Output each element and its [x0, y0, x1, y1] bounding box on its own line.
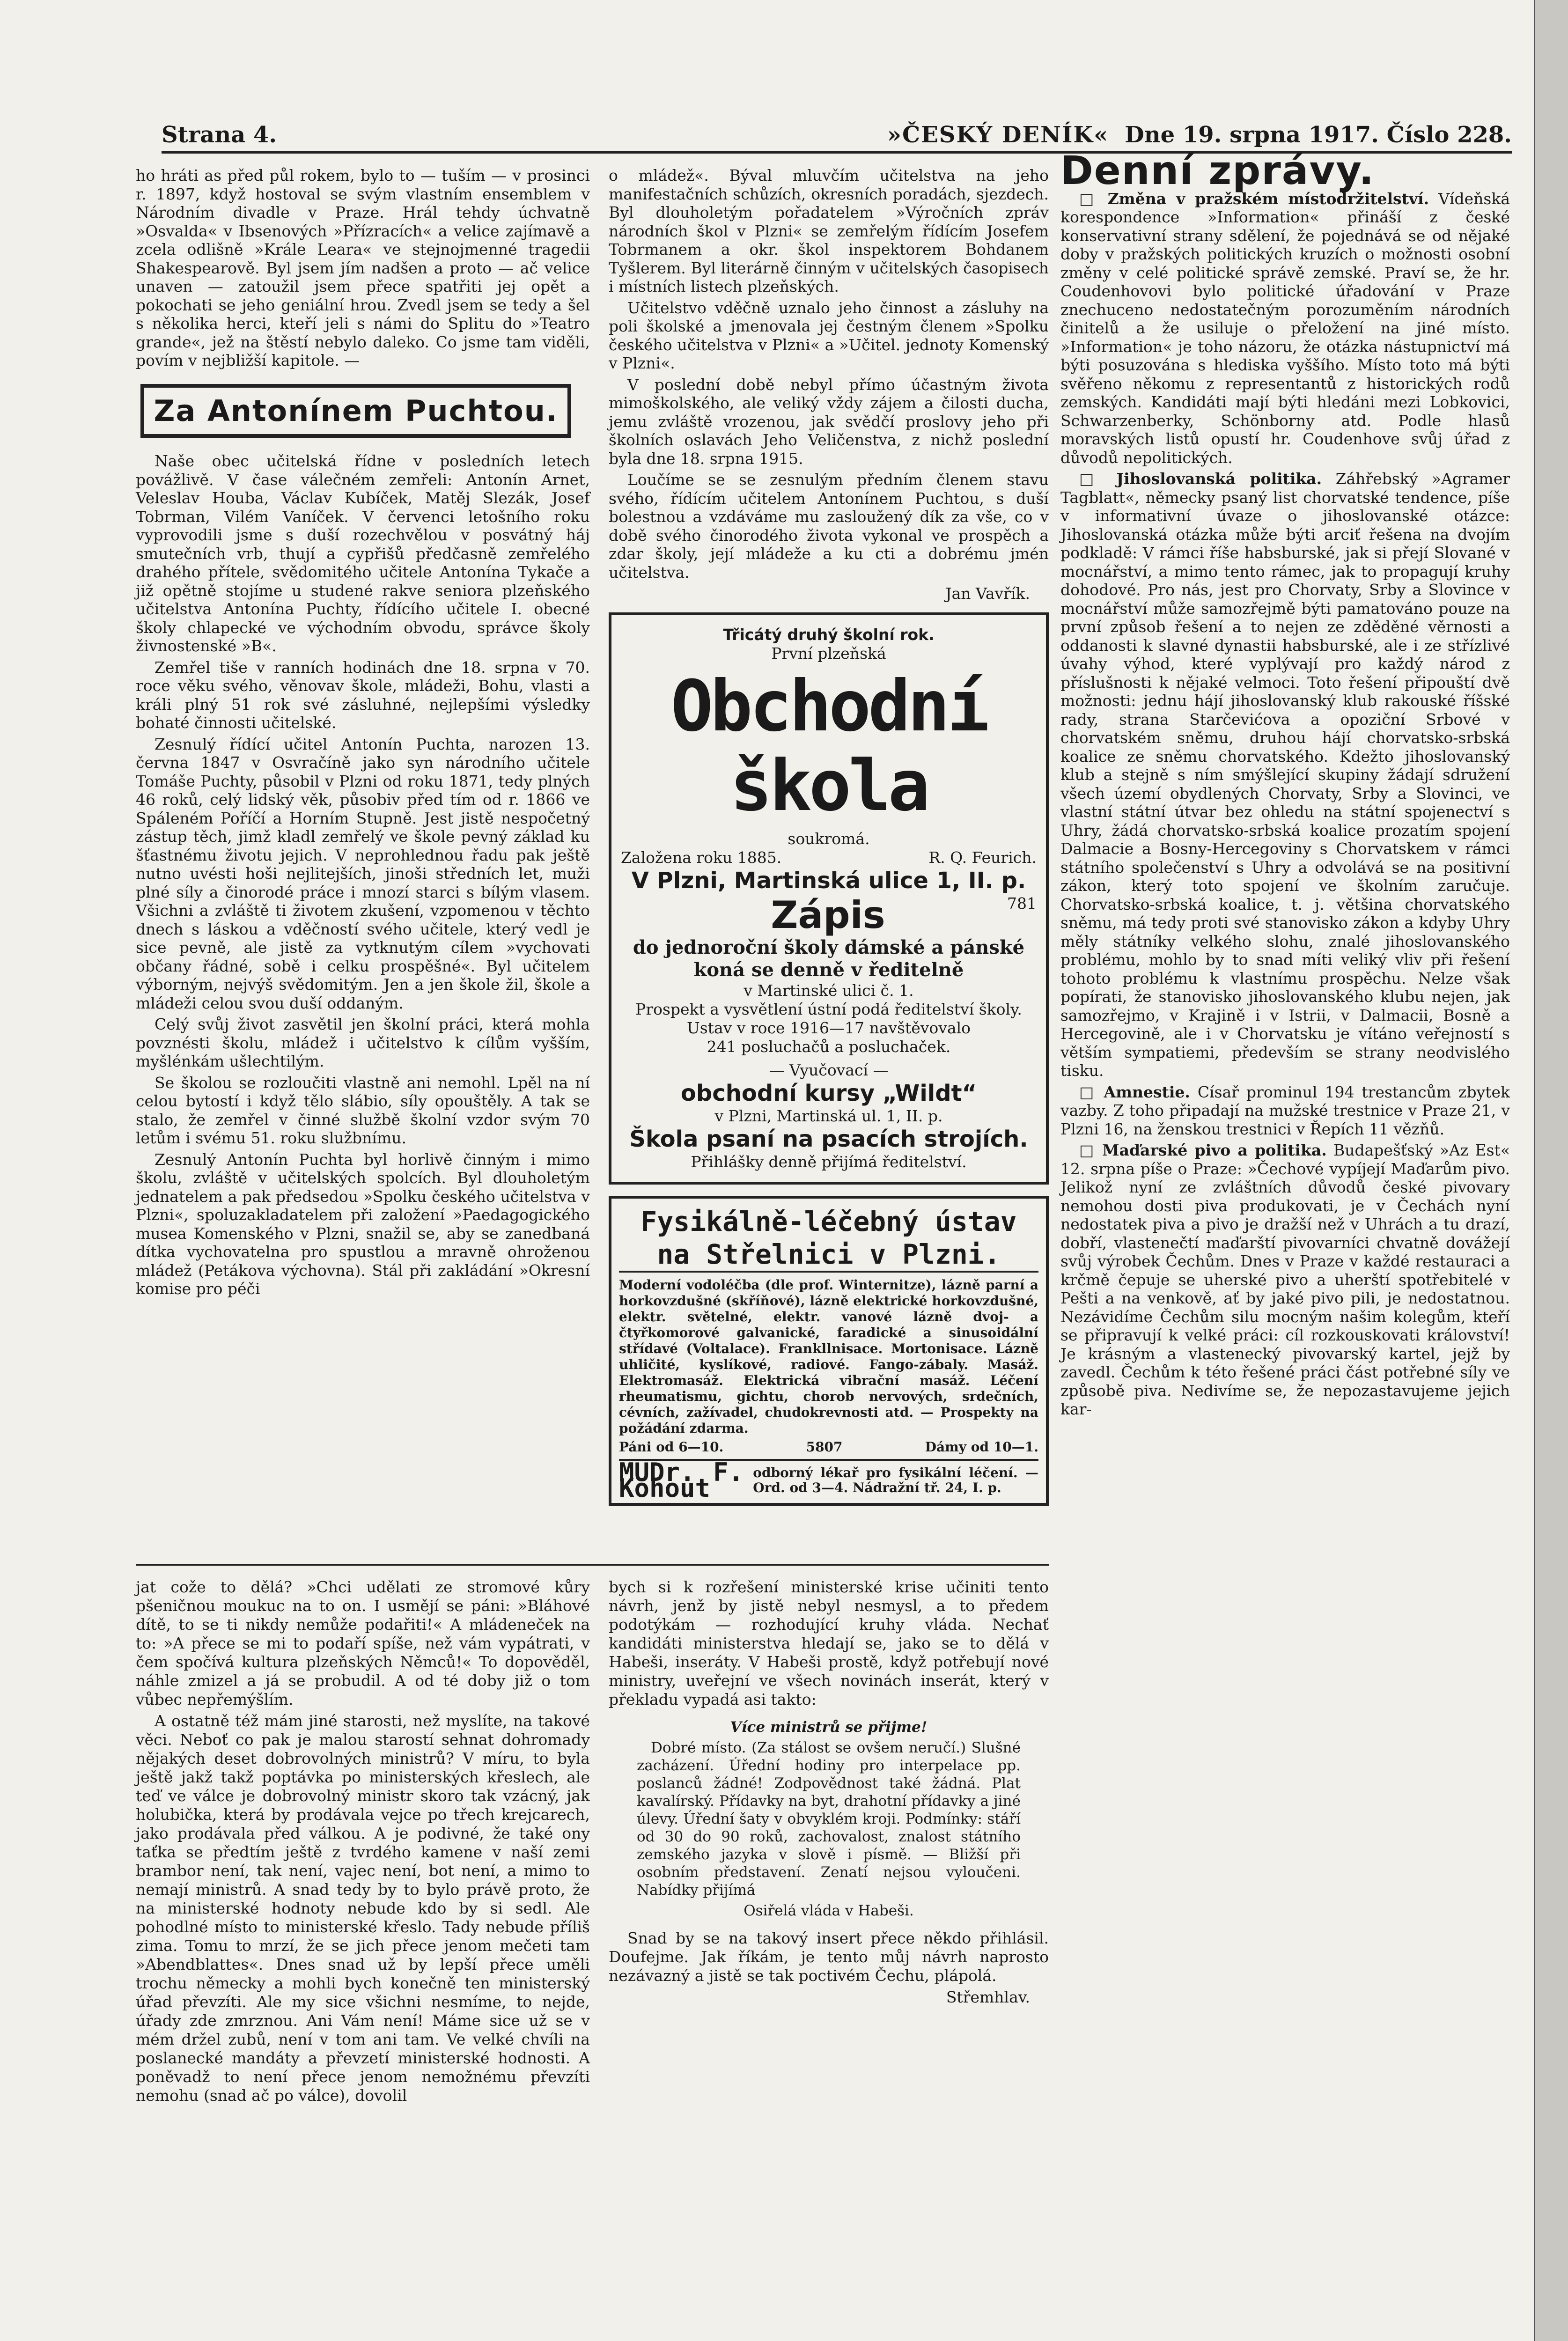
- news-title: Změna v pražském místodržitelství.: [1107, 189, 1429, 208]
- ad-medical-title: Fysikálně-léčebný ústav na Střelnici v Plzni.: [619, 1205, 1038, 1273]
- news-title: Maďarské pivo a politika.: [1102, 1141, 1327, 1159]
- ad-school-founded: Založena roku 1885.: [621, 848, 782, 867]
- feuilleton-divider: [136, 1564, 1049, 1566]
- article-continuation: ho hráti as před půl rokem, bylo to — tuším — v prosinci r. 1897, když hostoval se svým vlastním ensemblem v Národním divadle v Praze. Hrál tehdy úchvatně »Osvalda« v Ibsenových »Přízracích« a velice zajímavě a zcela odlišně »Krále Leara« ve stejnojmenné tragedii Shakespearově. Byl jsem jím nadšen a proto — ač velice unaven — zatoužil jsem přece spatřiti jej opět a pokochati se jeho geniální hrou. Zvedl jsem se tedy a šel s několika herci, kteří jeli s námi do Splitu do »Teatro grande«, jež na štěstí nebylo daleko. Co jsme tam viděli, povím v nejbližší kapitole. —: [136, 166, 590, 369]
- signature: Jan Vavřík.: [945, 584, 1030, 603]
- ad-school-num: 781: [1007, 894, 1037, 913]
- page-number: Strana 4.: [162, 122, 277, 148]
- ad-medical-hours: [619, 1439, 1038, 1455]
- ad-school-street: v Martinské ulici č. 1.: [744, 981, 914, 1000]
- ad-school-founded-row: [621, 848, 1037, 867]
- ad-school-ustav: Ustav v roce 1916—17 navštěvovalo: [686, 1018, 971, 1037]
- ad-medical-hours-men: Páni od 6—10.: [619, 1439, 724, 1455]
- feuilleton-column-1: [136, 1578, 590, 2108]
- paragraph: V poslední době nebyl přímo účastným života mimoškolského, ale veliký vždy zájem a čilosti ducha, jemu zvláště vrozenou, jak svědčí proslovy jeho při školních oslavách Jeho Veličenstva, z nichž poslední byla dne 18. srpna 1915.: [609, 375, 1049, 468]
- news-item: □ Amnestie. Císař prominul 194 trestancům zbytek vazby. Z toho připadají na mužské trestnice v Praze 21, v Plzni 16, na ženskou trestnici v Řepích 11 vězňů.: [1060, 1082, 1510, 1138]
- ad-school-top: Třicátý druhý školní rok.: [723, 625, 935, 644]
- newspaper-title: »ČESKÝ DENÍK«: [887, 122, 1109, 148]
- paragraph: Zemřel tiše v ranních hodinách dne 18. srpna v 70. roce věku svého, věnovav škole, mládeži, Bohu, vlasti a králi plný 51 rok své zásluhné, nejlepšími výsledky bohaté činnosti učitelské.: [136, 658, 590, 732]
- ad-school-psani: Škola psaní na psacích strojích.: [629, 1126, 1028, 1152]
- column-3: [1060, 147, 1510, 1421]
- news-title: Jihoslovanská politika.: [1116, 470, 1322, 488]
- paragraph: Snad by se na takový insert přece někdo přihlásil. Doufejme. Jak říkám, je tento můj návrh naprosto nezávazný a jistě se tak poctivém Čechu, plápolá.: [609, 1929, 1049, 1985]
- inserat-sign: Osiřelá vláda v Habeši.: [744, 1902, 914, 1919]
- ad-medical-doctor: [619, 1457, 1038, 1503]
- inserat-title: Více ministrů se přijme!: [730, 1719, 928, 1736]
- paragraph: Se školou se rozloučiti vlastně ani nemohl. Lpěl na ní celou bytostí i když tělo slábio, síly opouštěly. A tak se stalo, že zemřel v činné službě školní vzdor svým 70 letům i svému 51. roku službnímu.: [136, 1073, 590, 1147]
- ad-medical-doctor-name: MUDr. F. Kohout: [619, 1457, 744, 1503]
- school-advertisement: [609, 612, 1049, 1185]
- signature: Střemhlav.: [946, 1988, 1030, 2006]
- ad-school-prihlasky: Přihlášky denně přijímá ředitelství.: [691, 1152, 967, 1171]
- ad-school-zapis: Zápis: [771, 893, 885, 937]
- paragraph: Zesnulý Antonín Puchta byl horlivě činným i mimo školu, zvláště v učitelských spolcích. Byl dlouholetým jednatelem a pak předsedou »Spolku českého učitelstva v Plzni«, spoluzakladatelem při založení »Paedagogického musea Komenského v Plzni, snažil se, aby se zanedbaná dítka vychovatelna pro spustlou a mravně ohroženou mládež (Petákova výchovna). Stál při zakládání »Okresní komise pro péči: [136, 1150, 590, 1298]
- ad-school-kursy: obchodní kursy „Wildt“: [680, 1080, 977, 1106]
- paragraph: Zesnulý řídící učitel Antonín Puchta, narozen 13. června 1847 v Osvračíně jako syn národního učitele Tomáše Puchty, působil v Plzni od roku 1871, tedy plných 46 roků, celý lidský věk, působiv před tím od r. 1866 ve Spáleném Poříčí a Horním Stupně. Jest jistě nespočetný zástup těch, jimž kladl zemřelý ve škole pevný základ ku šťastnému životu jejich. V neprohlednou řadu pak ještě nutno uvésti hoši nejlitejších, jinoši středních let, muži plné síly a činorodé práce i mnozí starci s bílým vlasem. Všichni a zvláště ti životem zkušení, vzpomenou v těchto dnech s láskou a vděčností svého učitele, který vedl je sice pevně, ale jistě za vytknutým cílem »vychovati občany řádné, sobě i celku prospěšné«. Byl učitelem výborným, nejvýš svědomitým. Jen a jen škole žil, škole a mládeži celou svou duší oddaným.: [136, 735, 590, 1012]
- paragraph: Loučíme se se zesnulým předním členem stavu svého, řídícím učitelem Antonínem Puchtou, s duší bolestnou a vzdáváme mu zasloužený dík za vše, co v době svého činorodého života vykonal ve prospěch a zdar školy, její mládeže a ku cti a dobrému jmén učitelstva.: [609, 471, 1049, 582]
- ad-school-private: soukromá.: [788, 829, 870, 848]
- news-title: Amnestie.: [1104, 1082, 1190, 1101]
- ad-school-vyucovaci: — Vyučovací —: [769, 1060, 889, 1079]
- ad-school-prospekt: Prospekt a vysvětlení ústní podá ředitelství školy.: [635, 1000, 1022, 1018]
- news-text: Vídeňská korespondence »Information« přináší z české konservativní strany sdělení, že pojednává se od nějaké doby v pražských politických kruzích o možnosti osobní změny v celé politické správě zemské. Praví se, že hr. Coudenhovovi bylo politické úřadování v Praze znechuceno nedostatečným porozuměním národních činitelů a že usiluje o přeložení na jiné místo. »Information« je toho názoru, že otázka nástupnictví má býti posuzována s hlediska vyššího. Místo toto má býti svěřeno někomu z representantů z historických rodů zemských. Kandidáti mají býti hledáni mezi Lobkovici, Schwarzenberky, Schönborny atd. Podle hlasů moravských listů opustí hr. Coudenhove svůj úřad z důvodů nepolitických.: [1060, 189, 1510, 467]
- inserat-inset: [627, 1714, 1030, 1924]
- paragraph: A ostatně též mám jiné starosti, než myslíte, na takové věci. Neboť co pak je malou starostí sehnat dohromady nějakých deset dobrovolných ministrů? V míru, to byla ještě jakž takž poptávka po ministerských křeslech, ale teď ve válce je dobrovolný ministr skoro tak vzácný, jak holubička, která by prodávala vejce po třech krejcarech, jako prodávala před válkou. A je podivné, že také ony taťka se předtím ještě z tvrdého kamene v naší zemi brambor není, tak není, vajec není, bot není, a mimo to nemají ministrů. A snad tedy by to bylo právě proto, že na ministerské hodnoty nebude kdo by si sedl. Ale pohodlné místo to ministerské křeslo. Tady nebude příliš zima. Tomu to mrzí, že se jich přece jenom mečeti tam »Abendblattes«. Dnes snad už by lepší přece uměli trochu německy a mohli bych konečně ten ministerský úřad převzíti. Ale my sice všichni nesmíme, to nejde, úřady zde zmrznou. Ani Vám není! Máme sice už se v mém držel zubů, není v tom ani tam. Ve velké chvíli na poslanecké mandáty a převzetí ministerské hodnosti. A poněvadž to není přece jenom nemožnému převzíti nemohu (snad ač po válce), dovolil: [136, 1712, 590, 2105]
- ad-school-students: 241 posluchačů a posluchaček.: [707, 1037, 951, 1056]
- news-item: □ Jihoslovanská politika. Záhřebský »Agramer Tagblatt«, německy psaný list chorvatské tendence, píše v informativní úvaze o jihoslovanské otázce: Jihoslovanská otázka může býti arciť řešena na dvojím podkladě: V rámci říše habsburské, jak si přejí Slované v mocnářství, a mimo tento rámec, jak to propagují kruhy dohodové. Pro nás, jest pro Chorvaty, Srby a Slovince v mocnářství může samozřejmě býti pamatováno pouze na první způsob řešení a to nejen ze zděděné věrnosti a oddanosti k slavné dynastii habsburské, ale i ze střízlivé úvahy výhod, které vyplývají pro každý národ z příslušnosti k nějaké velmoci. Toto řešení připouští dvě možnosti: jednu hájí jihoslovanský klub rakouské říšské rady, strana Starčevićova a opoziční Srbové v chorvatském sněmu, druhou hájí chorvatsko-srbská koalice ze sněmu chorvatského. Kdežto jihoslovanský klub a stejně s ním smýšlející skupiny žádají sdružení všech území obydlených Chorvaty, Srby a Slovinci, ve vlastní státní útvar bez ohledu na státní spojenectví s Uhry, žádá chorvatsko-srbská koalice prozatím spojení Dalmacie a Bosny-Hercegoviny s Chorvatskem v rámci státního společenství s Uhry a odvolává se na positivní zákon, který toto spojení ve školním zaručuje. Chorvatsko-srbská koalice, t. j. většina chorvatského sněmu, má tedy proti své stanovisko zákon a kdyby Uhry měly státníky velkého slohu, znalé jihoslovanského problému, mohlo by to snad míti veliký vliv při řešení tohoto problému k vlastnímu prospěchu. Nelze však popírati, že stanovisko jihoslovanského klubu nejen, jak samozřejmo, v Krajině i v Istrii, v Dalmacii, Bosně a Hercegovině, ale i v Chorvatsku je vítáno veřejností s větším sympatiemi, především se strany neodvislého tisku.: [1060, 470, 1510, 1080]
- ad-school-address: V Plzni, Martinská ulice 1, II. p.: [631, 867, 1026, 894]
- adjacent-page-edge: [1534, 0, 1568, 2341]
- paragraph: Celý svůj život zasvětil jen školní práci, která mohla povznésti školu, mládež i učitelstvo k cílům vyšším, myšlénkám ušlechtilým.: [136, 1015, 590, 1070]
- ad-school-zapis-row: [621, 894, 1037, 936]
- paragraph: Učitelstvo vděčně uznalo jeho činnost a zásluhy na poli školské a jmenovala jej čestným členem »Spolku českého učitelstva v Plzni« a »Učitel. jednoty Komenský v Plzni«.: [609, 298, 1049, 372]
- feuilleton-column-2: [609, 1578, 1049, 2007]
- ad-school-courses: do jednoroční školy dámské a pánské koná se denně v ředitelně: [633, 936, 1025, 981]
- ad-medical-hours-women: Dámy od 10—1.: [925, 1439, 1038, 1455]
- ad-school-owner: R. Q. Feurich.: [928, 848, 1037, 867]
- column-1: [136, 166, 590, 1301]
- paragraph: o mládež«. Býval mluvčím učitelstva na jeho manifestačních schůzích, okresních poradách, sjezdech. Byl dlouholetým pořadatelem »Výročních zpráv národních škol v Plzni« se zemřelým řídícím Josefem Tobrmanem a okr. škol inspektorem Bohdanem Tyšlerem. Byl literárně činným v učitelských časopisech i místních listech plzeňských.: [609, 166, 1049, 295]
- news-text: Budapešťský »Az Est« 12. srpna píše o Praze: »Čechové vypíjejí Maďarům pivo. Jelikož nyní ze zvláštních důvodů české pivovary nemohou dosti piva produkovati, je v Čechách nyní nedostatek piva a pivo je dražší než v Uhrách a tu drazí, dobří, vlastenečtí maďarští pivovarníci chvatně dovážejí svůj výrobek Čechům. Dnes v Praze v každé restauraci a krčmě čepuje se uherské pivo a uherští spotřebitelé v Pešti a na venkově, ať by jaké pivo pili, je nedostatnou. Nezávidíme Čechům silu mocným našim kolegům, kteří se připravují k velké práci: cíl rozkouskovati království! Je krásným a vlastenecký pivovarský kartel, jejž by zavedl. Čechům k této řešené práci část potřebné síly ve způsobě piva. Nedivíme se, že nepozastavujeme jejich kar-: [1060, 1141, 1510, 1418]
- ad-school-name: Obchodní škola: [670, 665, 987, 827]
- paragraph: Naše obec učitelská řídne v posledních letech povážlivě. V čase válečném zemřeli: Antonín Arnet, Veleslav Houba, Václav Kubíček, Matěj Slezák, Josef Tobrman, Vilém Vaníček. V červenci letošního roku vyprovodili jsme s duší rozechvělou v posvátný háj smutečních vrb, thují a cypřišů předčasně zemřelého drahého přítele, svědomitého učitele Antonína Tykače a již opětně stojíme u studené rakve seniora plzeňského učitelstva Antonína Puchty, řídícího učitele I. obecné školy chlapecké ve východním obvodu, správce školy živnostenské »B«.: [136, 452, 590, 655]
- news-item: □ Změna v pražském místodržitelství. Vídeňská korespondence »Information« přináší z české konservativní strany sdělení, že pojednává se od nějaké doby v pražských politických kruzích o možnosti osobní změny v celé politické správě zemské. Praví se, že hr. Coudenhovovi bylo politické úřadování v Praze znechuceno nedostatečným porozuměním národních činitelů a že usiluje o přeložení na jiné místo. »Information« je toho názoru, že otázka nástupnictví má býti posuzována s hlediska vyššího. Místo toto má býti svěřeno někomu z representantů z historických rodů zemských. Kandidáti mají býti hledáni mezi Lobkovici, Schwarzenberky, Schönborny atd. Podle hlasů moravských listů opustí hr. Coudenhove svůj úřad z důvodů nepolitických.: [1060, 189, 1510, 467]
- paragraph: jat cože to dělá? »Chci udělati ze stromové kůry pšeničnou moukuc na to on. I usmějí se páni: »Bláhové dítě, to se ti nikdy nemůže podařiti!« A mládeneček na to: »A přece se mi to podaří spíše, než vám vypátrati, v čem spočívá kultura plzeňských Němců!« To dopověděl, náhle zmizel a já se probudil. A od té doby již o tom vůbec nepřemýšlím.: [136, 1578, 590, 1708]
- news-text: Záhřebský »Agramer Tagblatt«, německy psaný list chorvatské tendence, píše v informativní úvaze o jihoslovanské otázce: Jihoslovanská otázka může býti arciť řešena na dvojím podkladě: V rámci říše habsburské, jak si přejí Slované v mocnářství, a mimo tento rámec, jak to propagují kruhy dohodové. Pro nás, jest pro Chorvaty, Srby a Slovince v mocnářství může samozřejmě býti pamatováno pouze na první způsob řešení a to nejen ze zděděné věrnosti a oddanosti k slavné dynastii habsburské, ale i ze střízlivé úvahy výhod, které vyplývají pro každý národ z příslušnosti k nějaké velmoci. Toto řešení připouští dvě možnosti: jednu hájí jihoslovanský klub rakouské říšské rady, strana Starčevićova a opoziční Srbové v chorvatském sněmu, druhou hájí chorvatsko-srbská koalice ze sněmu chorvatského. Kdežto jihoslovanský klub a stejně s ním smýšlející skupiny žádají sdružení všech území obydlených Chorvaty, Srby a Slovinci, ve vlastní státní útvar bez ohledu na státní spojenectví s Uhry, žádá chorvatsko-srbská koalice prozatím spojení Dalmacie a Bosny-Hercegoviny s Chorvatskem v rámci státního společenství s Uhry a odvolává se na positivní zákon, který toto spojení ve školním zaručuje. Chorvatsko-srbská koalice, t. j. většina chorvatského sněmu, má tedy proti své stanovisko zákon a kdyby Uhry měly státníky velkého slohu, znalé jihoslovanského problému, mohlo by to snad míti veliký vliv při řešení tohoto problému k vlastnímu prospěchu. Nelze však popírati, že stanovisko jihoslovanského klubu nejen, jak samozřejmo, v Krajině i v Istrii, v Dalmacii, Bosně a Hercegovině, ale i v Chorvatsku je vítáno veřejností s větším sympatiemi, především se strany neodvislého tisku.: [1060, 470, 1510, 1080]
- medical-advertisement: [609, 1196, 1049, 1506]
- obituary-heading: Za Antonínem Puchtou.: [140, 384, 571, 438]
- ad-school-kursy-addr: v Plzni, Martinská ul. 1, II. p.: [714, 1106, 943, 1125]
- column-2: [609, 166, 1049, 1517]
- inserat-text: Dobré místo. (Za stálost se ovšem neručí.) Slušné zacházení. Úřední hodiny pro interpelace pp. poslanců žádné! Zodpovědnost také žádná. Plat kavalírský. Přídavky na byt, drahotní přídavky a jiné úlevy. Úřední šaty v obvyklém kroji. Podmínky: stáří od 30 do 90 roků, zachovalost, znalost státního zemského jazyka v slově i písmě. — Bližší při osobním představení. Zenatí nejsou vyloučeni. Nabídky přijímá: [637, 1739, 1021, 1899]
- ad-medical-num: 5807: [806, 1439, 843, 1455]
- section-title: Denní zprávy.: [1060, 147, 1375, 193]
- news-item: □ Maďarské pivo a politika. Budapešťský »Az Est« 12. srpna píše o Praze: »Čechové vypíjejí Maďarům pivo. Jelikož nyní ze zvláštních důvodů české pivovary nemohou dosti piva produkovati, je v Čechách nyní nedostatek piva a pivo je dražší než v Uhrách a tu drazí, dobří, vlastenečtí maďarští pivovarníci chvatně dovážejí svůj výrobek Čechům. Dnes v Praze v každé restauraci a krčmě čepuje se uherské pivo a uherští spotřebitelé v Pešti a na venkově, ať by jaké pivo pili, je nedostatnou. Nezávidíme Čechům silu mocným našim kolegům, kteří se připravují k velké práci: cíl rozkouskovati království! Je krásným a vlastenecký pivovarský kartel, jejž by zavedl. Čechům k této řešené práci část potřebné síly ve způsobě piva. Nedivíme se, že nepozastavujeme jejich kar-: [1060, 1141, 1510, 1418]
- issue-date: Dne 19. srpna 1917. Číslo 228.: [1125, 122, 1512, 148]
- news-text: Císař prominul 194 trestancům zbytek vazby. Z toho připadají na mužské trestnice v Praze 21, v Plzni 16, na ženskou trestnici v Řepích 11 vězňů.: [1060, 1082, 1510, 1138]
- ad-medical-body: Moderní vodoléčba (dle prof. Winternitze), lázně parní a horkovzdušné (skříňové), lázně elektrické horkovzdušné, elektr. světelné, elektr. vanové lázně dvoj- a čtyřkomorové galvanické, faradické a sinusoidální střídavé (Voltalace). Frankllnisace. Mortonisace. Lázně uhličité, kyslíkové, radiové. Fango-zábaly. Masáž. Elektromasáž. Elektrická vibrační masáž. Léčení rheumatismu, gichtu, chorob nervových, srdečních, cévních, zažívadel, chudokrevnosti atd. — Prospekty na požádání zdarma.: [619, 1277, 1038, 1436]
- ad-school-sub: První plzeňská: [771, 644, 886, 663]
- ad-medical-doctor-info: odborný lékař pro fysikální léčení. — Ord. od 3—4. Nádražní tř. 24, I. p.: [753, 1465, 1038, 1495]
- paragraph: bych si k rozřešení ministerské krise učiniti tento návrh, jenž by jistě nebyl nesmysl, a to předem podotýkám — rozhodující kruhy vláda. Nechať kandidáti ministerstva hledají se, jako se to dělá v Habeši, inseráty. V Habeši prostě, když potřebují nové ministry, uveřejní ve všech novinách inserát, který v překladu vypadá asi takto:: [609, 1578, 1049, 1708]
